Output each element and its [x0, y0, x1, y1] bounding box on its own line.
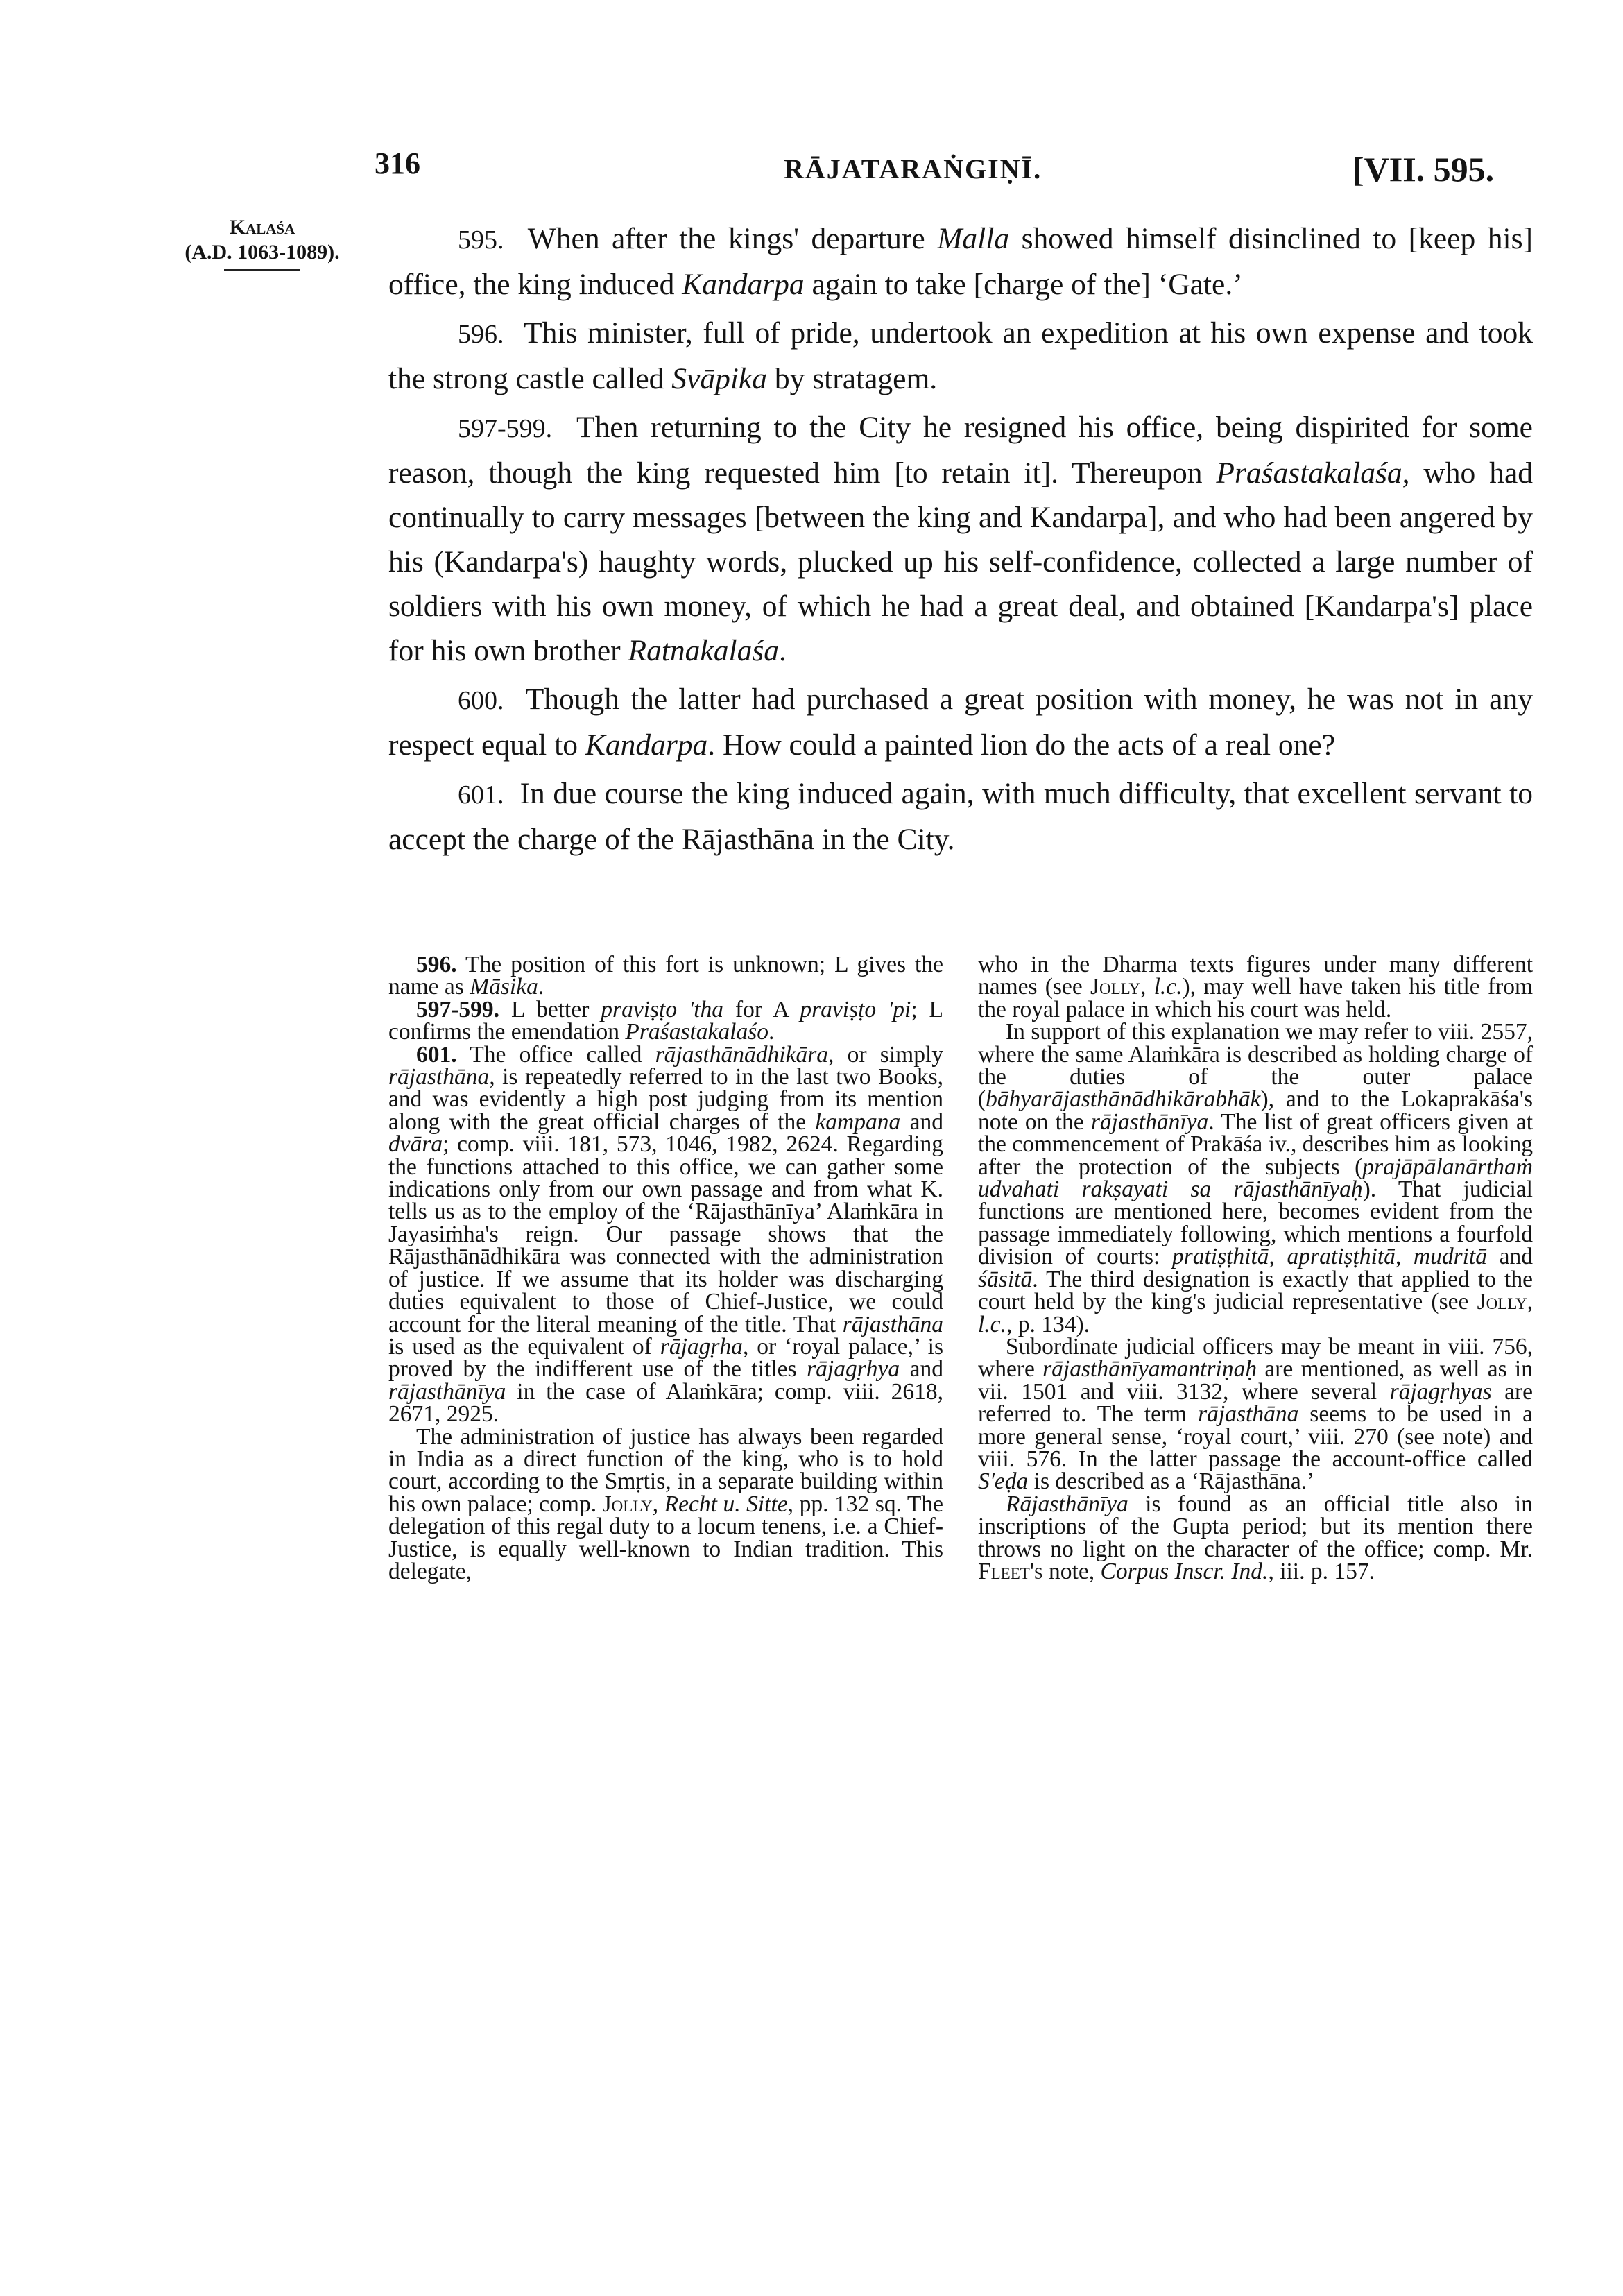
- text-run: , or simply: [828, 1041, 943, 1068]
- text-run: ; comp. viii. 181, 573, 1046, 1982, 2624. Regarding the functions attached to this office, we can gather some indications only from our own passage and from what K. tells us as to the employ of the ‘Rājasthānīya’ Alaṁkāra in Jayasiṁha's reign. Our passage shows that the Rājasthānādhikāra was connected with the administration of justice. If we assume that its holder was discharging duties equivalent to those of Chief-Justice, we could account for the literal meaning of the title. That: [388, 1131, 943, 1337]
- text-run: ), and to the Lokaprakāśa's note on the: [978, 1086, 1533, 1135]
- verse-number: 597-599.: [458, 414, 553, 443]
- text-run: ,: [652, 1491, 664, 1517]
- text-run: ). That judicial functions are mentioned here, becomes evident from the passage immediately following, which mentions a fourfold division of courts:: [978, 1176, 1533, 1270]
- text-run: again to take [charge of the] ‘Gate.’: [804, 268, 1243, 301]
- italic-term: praviṣṭo 'pi: [800, 996, 911, 1022]
- text-run: The position of this fort is unknown; L gives the name as: [388, 952, 943, 1000]
- italic-term: prajāpālanārthaṁ udvahati rakṣayati sa rājasthānīyaḥ: [978, 1154, 1533, 1203]
- italic-term: kampana: [815, 1108, 901, 1135]
- text-run: ; L confirms the emendation: [388, 996, 944, 1045]
- text-run: This minister, full of pride, undertook an expedition at his own expense and took the strong castle called: [388, 316, 1533, 395]
- verse-paragraph: [388, 311, 1533, 401]
- footnote: [978, 954, 1533, 1021]
- italic-term: rājasthāna: [1198, 1401, 1299, 1428]
- margin-rule: [224, 269, 300, 271]
- verse-number: 595.: [458, 225, 504, 255]
- text-run: is used as the equivalent of: [388, 1333, 660, 1360]
- text-run: The office called: [456, 1041, 655, 1068]
- text-run: , is repeatedly referred to in the last two Books, and was evidently a high post judging from its mention along with the great official charges of the: [388, 1064, 943, 1135]
- text-run: , p. 134).: [1006, 1311, 1090, 1337]
- italic-term: Praśastakalaśa: [1216, 456, 1402, 490]
- text-run: ), may well have taken his title from the royal palace in which his court was held.: [978, 974, 1533, 1022]
- verse-text: [388, 216, 1533, 866]
- text-run: .: [779, 634, 787, 667]
- note-number: 597-599.: [416, 996, 500, 1022]
- text-run: note,: [1042, 1558, 1101, 1584]
- author-name: Jolly: [602, 1491, 653, 1517]
- note-number: 601.: [416, 1041, 457, 1068]
- verse-paragraph: [388, 405, 1533, 673]
- page-header: [0, 146, 1623, 208]
- italic-term: Māsika: [470, 974, 538, 1000]
- author-name: Jolly: [1090, 974, 1140, 1000]
- note-number: 596.: [416, 952, 457, 977]
- text-run: who in the Dharma texts figures under many different names (see: [978, 952, 1533, 1000]
- italic-term: rājagṛha: [660, 1333, 743, 1360]
- italic-term: pratiṣṭhitā, apratiṣṭhitā, mudritā: [1171, 1244, 1487, 1270]
- verse-paragraph: [388, 771, 1533, 862]
- text-run: Subordinate judicial officers may be meant in viii. 756, where: [978, 1333, 1533, 1382]
- text-run: ,: [1140, 974, 1154, 1000]
- text-run: . How could a painted lion do the acts of a real one?: [707, 728, 1336, 762]
- italic-term: rājasthāna: [842, 1311, 943, 1337]
- text-run: . The list of great officers given at the commencement of Prakāśa iv., describes him as looking after the protection of the subjects (: [978, 1108, 1533, 1180]
- footnote: [978, 1333, 1533, 1495]
- text-run: The administration of justice has always been regarded in India as a direct function of the king, who is to hold court, according to the Smṛtis, in a separate building within his own palace; comp.: [388, 1423, 943, 1517]
- text-run: ,: [1527, 1289, 1533, 1315]
- italic-term: rājasthānādhikāra: [655, 1041, 828, 1068]
- text-run: showed himself disinclined to [keep his] office, the king induced: [388, 222, 1534, 301]
- italic-term: bāhyarājasthānādhikārabhāk: [986, 1086, 1261, 1113]
- footnote-column-right: [978, 954, 1533, 1583]
- running-title: RĀJATARAṄGIṆĪ.: [784, 153, 1042, 185]
- italic-term: Kandarpa: [585, 728, 708, 762]
- text-run: .: [768, 1019, 775, 1045]
- italic-term: dvāra: [388, 1131, 443, 1158]
- italic-term: rājasthānīya: [388, 1378, 506, 1405]
- margin-note: [158, 215, 366, 271]
- footnote: [978, 1021, 1533, 1336]
- italic-term: Rājasthānīya: [1006, 1491, 1128, 1517]
- italic-term: śāsitā: [978, 1266, 1033, 1292]
- verse-paragraph: [388, 677, 1533, 767]
- italic-term: Corpus Inscr. Ind.: [1100, 1558, 1269, 1584]
- text-run: L better: [499, 996, 601, 1022]
- text-run: in the case of Alaṁkāra; comp. viii. 2618, 2671, 2925.: [388, 1378, 943, 1428]
- author-name: Fleet's: [978, 1558, 1043, 1584]
- page-number: 316: [375, 146, 420, 180]
- italic-term: rājasthānīyamantriṇaḥ: [1042, 1356, 1257, 1382]
- verse-number: 596.: [458, 320, 504, 349]
- text-run: When after the kings' departure: [527, 222, 938, 255]
- italic-term: Malla: [937, 222, 1010, 255]
- footnote: [978, 1493, 1533, 1584]
- verse-number: 601.: [458, 780, 504, 809]
- italic-term: l.c.: [1153, 974, 1183, 1000]
- italic-term: rājagṛhyas: [1389, 1378, 1492, 1405]
- italic-term: Recht u. Sitte: [664, 1491, 788, 1517]
- text-run: are referred to. The term: [978, 1378, 1533, 1428]
- italic-term: Ratnakalaśa: [628, 634, 779, 667]
- text-run: Though the latter had purchased a great position with money, he was not in any respect equal to: [388, 683, 1533, 762]
- italic-term: l.c.: [978, 1311, 1006, 1337]
- footnote-column-left: [388, 954, 943, 1583]
- verse-paragraph: [388, 216, 1533, 307]
- italic-term: Svāpika: [671, 362, 767, 395]
- text-run: seems to be used in a more general sense, ‘royal court,’ viii. 270 (see note) and viii. 576. In the latter passage the account-office called: [978, 1401, 1533, 1472]
- italic-term: rājagṛhya: [807, 1356, 900, 1382]
- text-run: , or ‘royal palace,’ is proved by the indifferent use of the titles: [388, 1333, 943, 1382]
- text-run: In due course the king induced again, with much difficulty, that excellent servant to accept the charge of the Rājasthāna in the City.: [388, 777, 1534, 856]
- footnote: [388, 996, 944, 1045]
- margin-dates: (A.D. 1063-1089).: [184, 241, 340, 264]
- italic-term: rājasthānīya: [1090, 1108, 1209, 1135]
- italic-term: S'eḍa: [978, 1468, 1029, 1495]
- text-run: is described as a ‘Rājasthāna.’: [1028, 1468, 1315, 1495]
- section-reference: [VII. 595.: [1352, 150, 1495, 189]
- text-run: Then returning to the City he resigned his office, being dispirited for some reason, though the king requested him [to retain it]. Thereupon: [388, 411, 1533, 490]
- italic-term: rājasthāna: [388, 1064, 490, 1090]
- author-name: Jolly: [1477, 1289, 1527, 1315]
- text-run: and: [1487, 1244, 1533, 1270]
- text-run: .: [538, 974, 544, 1000]
- italic-term: Praśastakalaśo: [625, 1019, 769, 1045]
- footnote: [388, 954, 943, 999]
- footnote: [388, 1041, 943, 1428]
- text-run: and: [900, 1356, 943, 1382]
- text-run: is found as an official title also in inscriptions of the Gupta period; but its mention there throws no light on the character of the office; comp. Mr.: [978, 1491, 1533, 1562]
- text-run: , who had continually to carry messages [between the king and Kandarpa], and who had been angered by his (Kandarpa's) haughty words, plucked up his self-confidence, collected a large number of soldiers with his own money, of which he had a great deal, and obtained [Kandarpa's] place for his own brother: [388, 456, 1533, 667]
- text-run: . The third designation is exactly that applied to the court held by the king's judicial representative (see: [978, 1266, 1533, 1315]
- verse-number: 600.: [458, 686, 504, 715]
- text-run: by stratagem.: [766, 362, 938, 395]
- text-run: are mentioned, as well as in vii. 1501 and viii. 3132, where several: [978, 1356, 1533, 1405]
- text-run: for A: [723, 996, 800, 1022]
- text-run: , iii. p. 157.: [1268, 1558, 1375, 1584]
- footnote: [388, 1423, 944, 1584]
- italic-term: Kandarpa: [682, 268, 805, 301]
- text-run: In support of this explanation we may refer to viii. 2557, where the same Alaṁkāra is described as holding charge of the duties of the outer palace (: [978, 1019, 1533, 1113]
- margin-king-name: Kalaśa: [229, 216, 295, 239]
- italic-term: praviṣṭo 'tha: [601, 996, 724, 1022]
- text-run: and: [900, 1108, 943, 1135]
- text-run: , pp. 132 sq. The delegation of this regal duty to a locum tenens, i.e. a Chief-Justice, is equally well-known to Indian tradition. This delegate,: [388, 1491, 944, 1584]
